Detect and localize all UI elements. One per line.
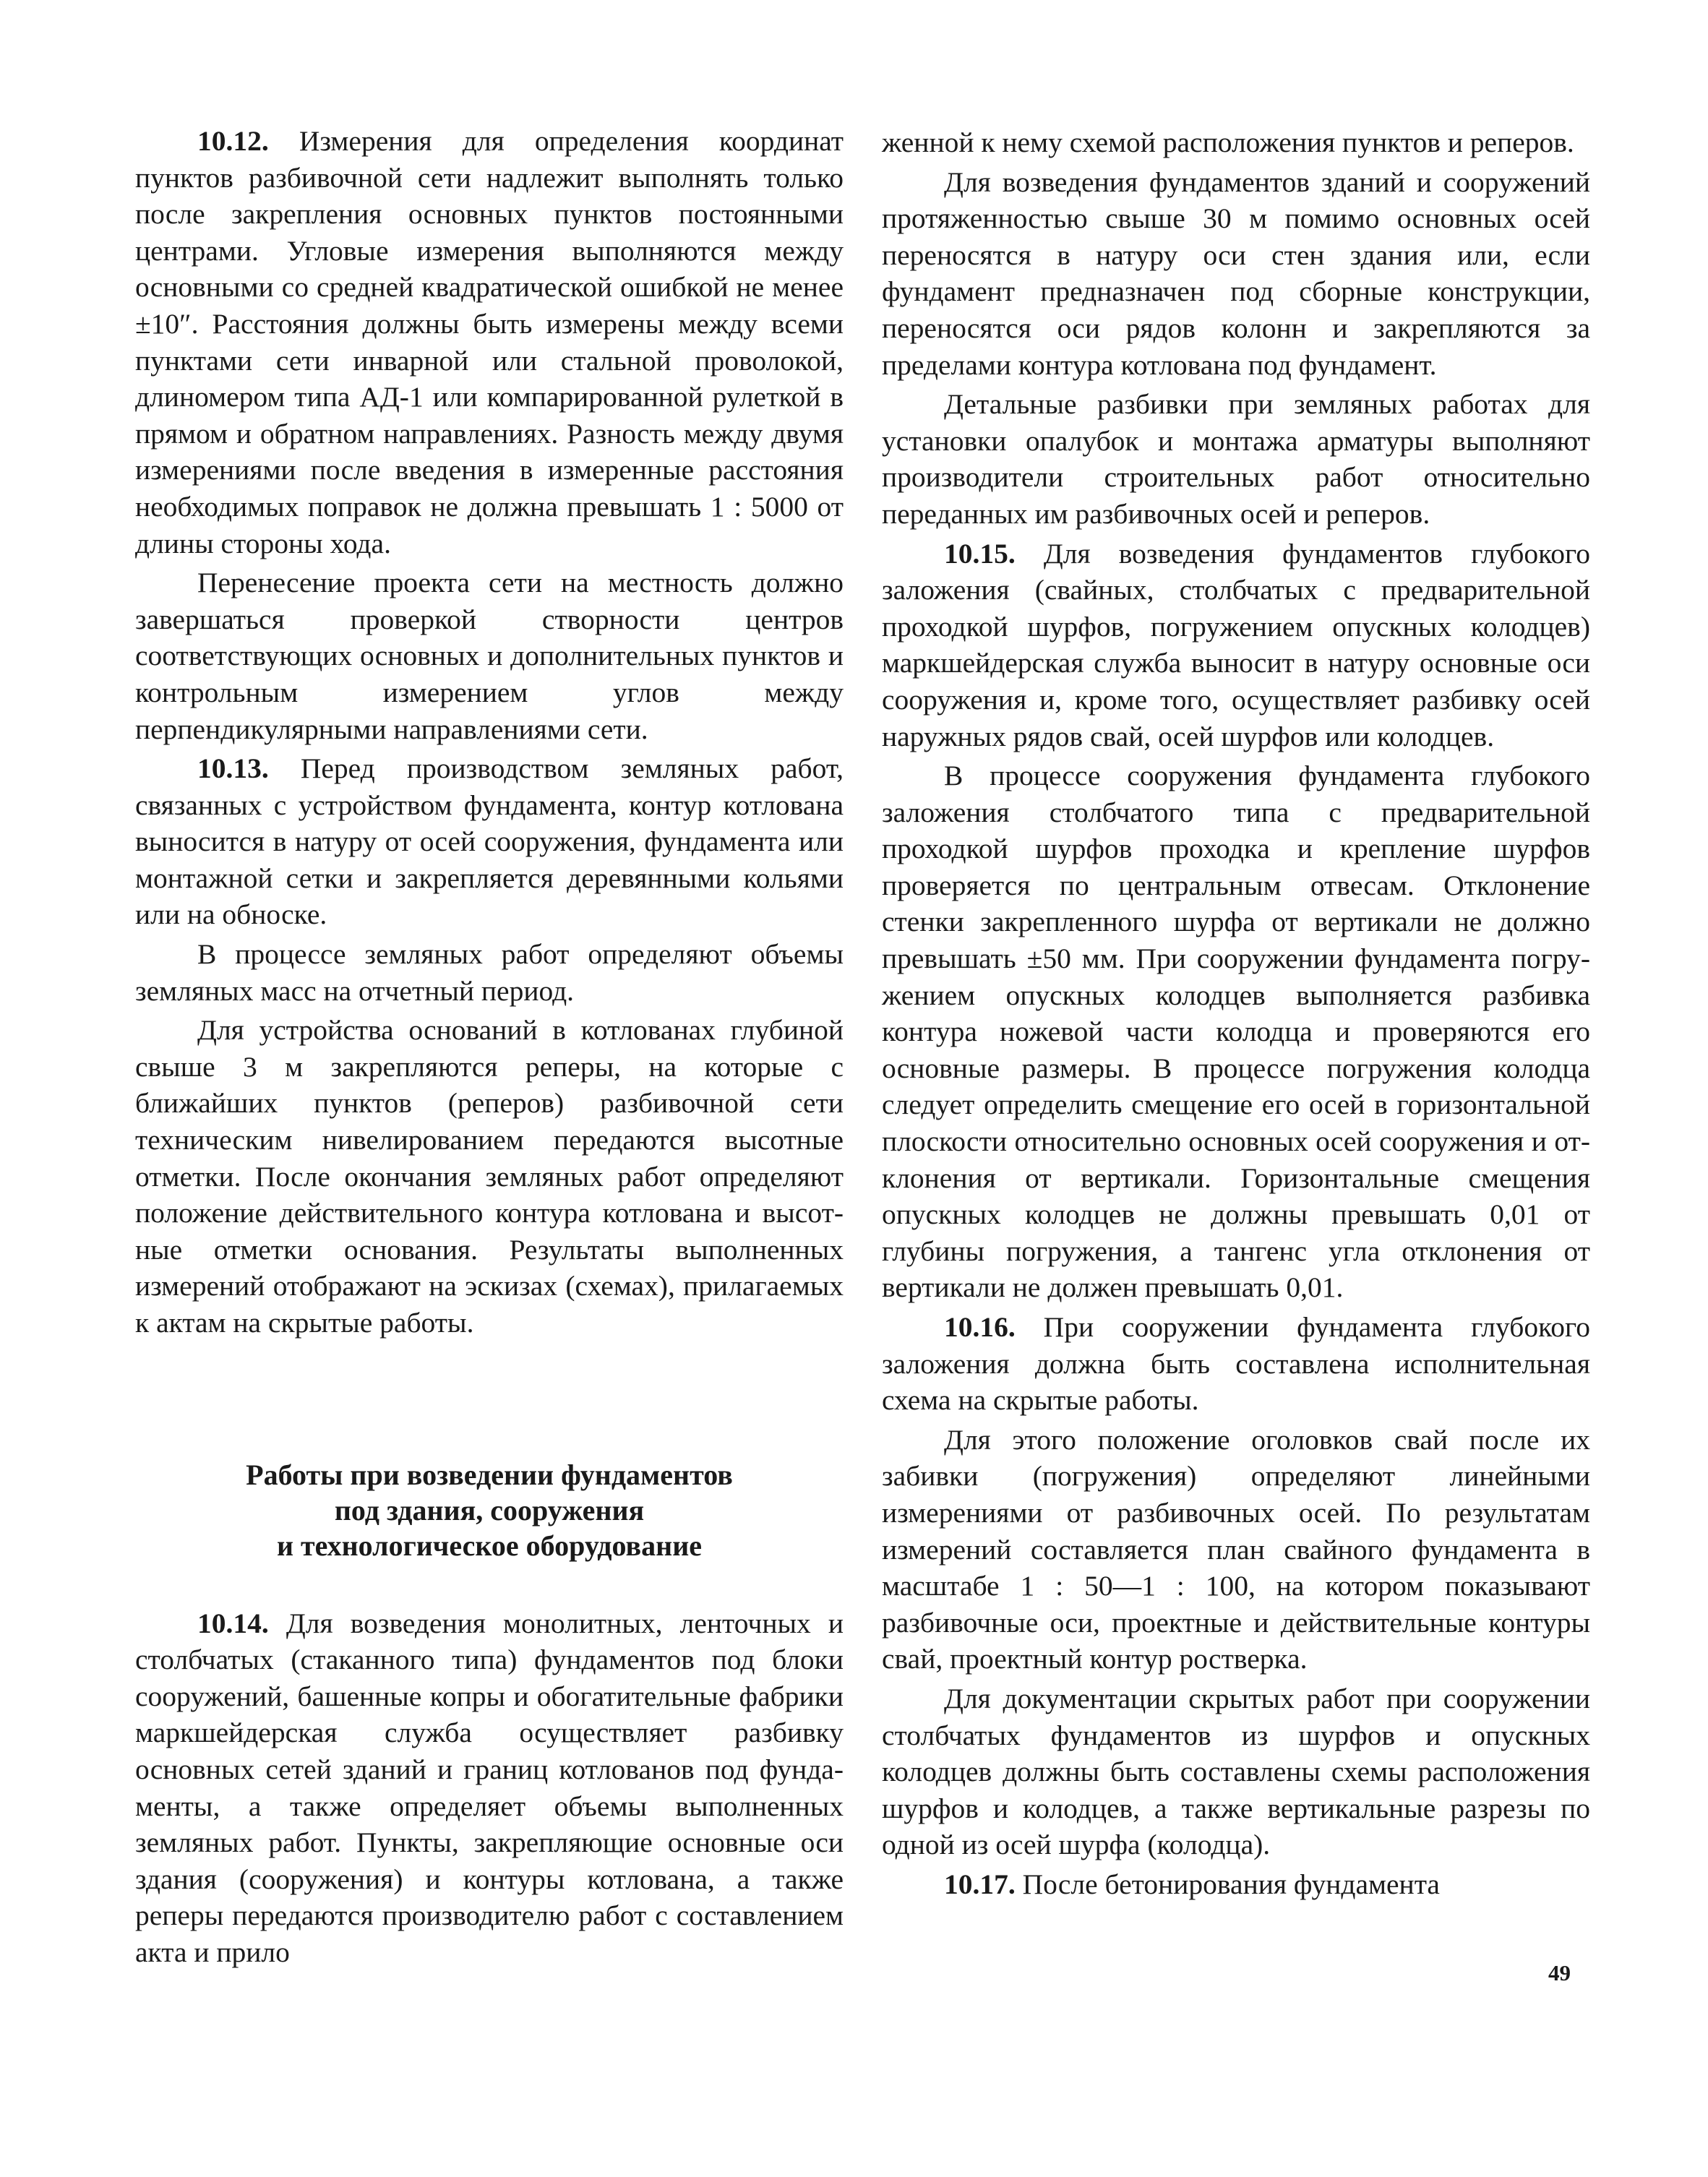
page-number: 49 — [1548, 1960, 1571, 1985]
right-column — [882, 124, 1590, 1906]
paragraph-text: Для возведения фундаментов глубокого заложения (свайных, столбчатых с предварительной проходкой шурфов, погружением опускных колодцев) маркшейдерская служба выносит в натуру основные оси сооружения и, кроме того, осуществляет разбивку осей наружных рядов свай, осей шурфов или колодцев. — [882, 537, 1590, 752]
heading-line: и технологическое оборудование — [276, 1529, 702, 1562]
paragraph-10-12 — [135, 123, 844, 562]
paragraph: В процессе сооружения фундамента глубокого заложения столбчатого типа с предварительной проходкой шурфов проходка и крепление шурфов проверяется по центральным отвесам. Отклонение стенки закрепленного шурфа от вертикали не должно превышать ±50 мм. При сооружении фундамента погружением опускных колодцев выполняется разбивка контура ножевой части колодца и проверяются его основные размеры. В процессе погружения колодца следует определить смещение его осей в горизонтальной плоскости относительно основных осей сооружения и отклонения от вертикали. Горизонтальные смещения опускных колодцев не должны превышать 0,01 от глубины погружения, а тангенс угла отклонения от вертикали не должен превышать 0,01. — [882, 760, 1590, 1304]
paragraph-10-16 — [882, 1309, 1590, 1419]
clause-number: 10.17. — [944, 1868, 1016, 1900]
section-heading — [135, 1457, 844, 1563]
paragraph-continuation: женной к нему схемой расположения пунктов и реперов. — [882, 126, 1574, 158]
heading-line: Работы при возведении фундаментов — [246, 1458, 733, 1491]
paragraph-text: Измерения для определения координат пунктов разбивочной сети надлежит выполнять только после закрепления основных пунктов постоянными центрами. Угловые измерения выполняются между основными со средней квадратической ошибкой не менее ±10″. Расстояния должны быть измерены между всеми пунктами сети инварной или стальной проволокой, длиномером типа АД-1 или компарированной рулеткой в прямом и обратном направлениях. Разность между двумя измерениями после введения в измеренные расстояния необходимых поправок не должна превышать 1 : 5000 от длины стороны хода. — [135, 125, 844, 559]
paragraph-10-14 — [135, 1605, 844, 1971]
paragraph-text: При сооружении фундамента глубокого заложения должна быть составлена исполнительная схема на скрытые работы. — [882, 1311, 1590, 1417]
clause-number: 10.16. — [944, 1311, 1016, 1343]
paragraph-10-17 — [882, 1866, 1590, 1903]
paragraph-text: Перед производством земляных работ, связанных с устройством фундамента, контур котлована выносится в натуру от осей сооружения, фундамента или монтажной сетки и закрепляется деревянными кольями или на обноске. — [135, 752, 844, 931]
paragraph: Для этого положение оголовков свай после их забивки (погружения) определяют линейными измерениями от разбивочных осей. По результатам измерений составляется план свайного фундамента в масштабе 1 : 50—1 : 100, на котором показывают разбивочные оси, проектные и действительные контуры свай, проектный контур ростверка. — [882, 1423, 1590, 1675]
paragraph: Перенесение проекта сети на местность должно завершаться проверкой створности центров соответствующих основных и дополнительных пунктов и контрольным измерением углов между перпендикулярными направлениями сети. — [135, 567, 844, 745]
paragraph-10-15 — [882, 536, 1590, 755]
heading-line: под здания, сооружения — [334, 1493, 645, 1527]
paragraph: Для устройства оснований в котлованах глубиной свыше 3 м закрепляются реперы, на которые с ближайших пунктов (реперов) разбивочной сети техническим нивелированием передаются высотные отметки. После окончания земляных работ определяют положение действительного контура котлована и высотные отметки основания. Результаты выполненных измерений отображают на эскизах (схемах), прилагаемых к актам на скрытые работы. — [135, 1014, 844, 1339]
clause-number: 10.13. — [197, 752, 269, 785]
clause-number: 10.15. — [944, 537, 1016, 570]
paragraph-10-13 — [135, 750, 844, 933]
clause-number: 10.12. — [197, 125, 269, 157]
paragraph: В процессе земляных работ определяют объемы земляных масс на отчетный период. — [135, 938, 844, 1007]
clause-number: 10.14. — [197, 1607, 269, 1639]
paragraph-text: После бетонирования фундамента — [1015, 1868, 1440, 1900]
paragraph: Для возведения фундаментов зданий и сооружений протяженностью свыше 30 м помимо основных осей переносятся в натуру оси стен здания или, если фундамент предназначен под сборные конструкции, переносятся оси рядов колонн и закрепляются за пределами контура котлована под фундамент. — [882, 166, 1590, 381]
left-column — [135, 123, 844, 1974]
paragraph: Детальные разбивки при земляных работах для установки опалубок и монтажа арматуры выполняют производители строительных работ относительно переданных им разбивочных осей и реперов. — [882, 388, 1590, 530]
paragraph: Для документации скрытых работ при сооружении столбчатых фундаментов из шурфов и опускных колодцев должны быть составлены схемы расположения шурфов и колодцев, а также вертикальные разрезы по одной из осей шурфа (колодца). — [882, 1682, 1590, 1861]
paragraph-text: Для возведения монолитных, ленточных и столбчатых (стаканного типа) фундаментов под блоки сооружений, башенные копры и обогатительные фабрики маркшейдерская служба осуществляет разбивку основных сетей зданий и границ котлованов под фундаменты, а также определяет объемы выполненных земляных работ. Пункты, закрепляющие основные оси здания (сооружения) и контуры котлована, а также реперы передаются производителю работ с составлением акта и прило — [135, 1607, 844, 1968]
